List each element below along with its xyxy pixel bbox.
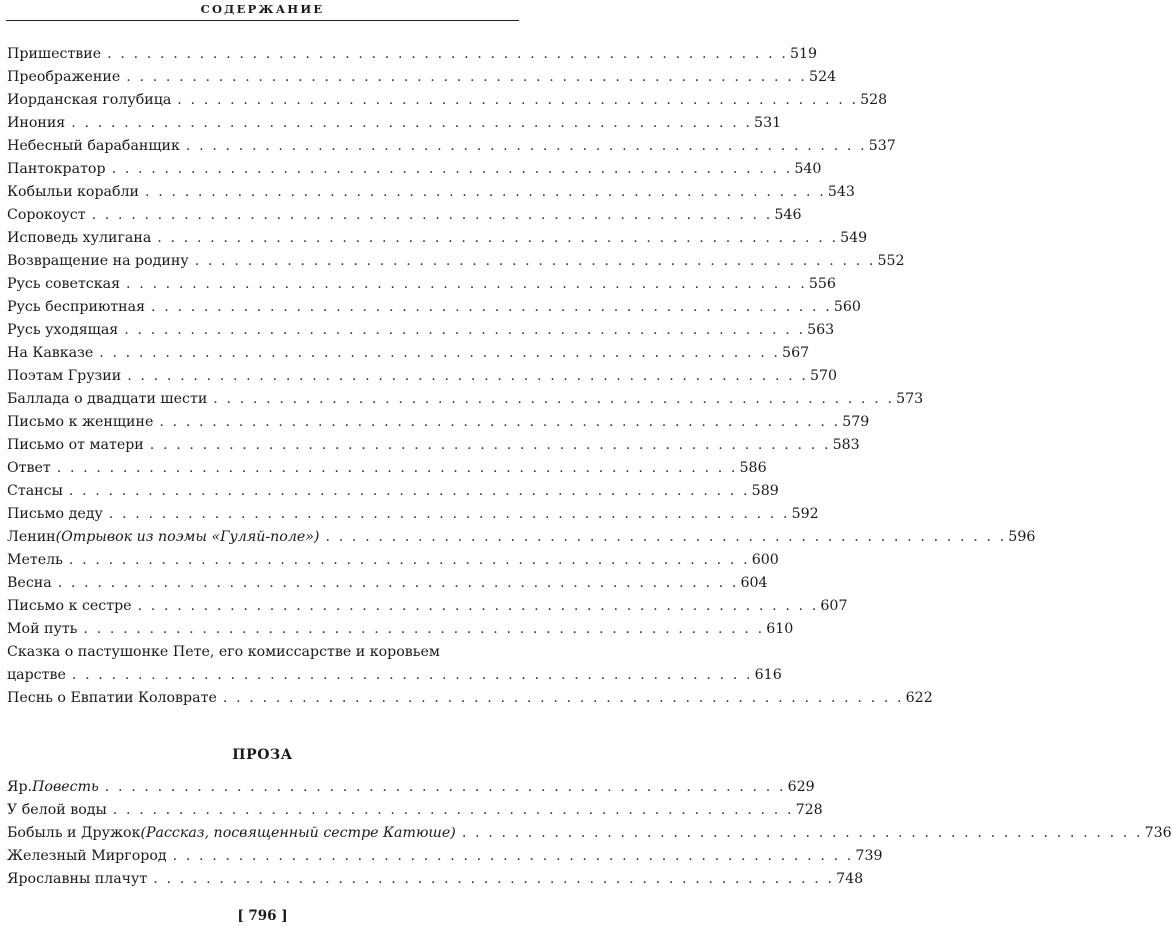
toc-entry-title: Сказка о пастушонке Пете, его комиссарстве и коровьем [7, 644, 440, 660]
toc-entry [7, 641, 782, 687]
toc-entry-page: 589 [751, 483, 779, 499]
toc-entry-title: Баллада о двадцати шести [7, 391, 208, 407]
toc-entry [7, 503, 819, 526]
toc-entry-title: Бобыль и Дружок [7, 825, 141, 841]
dot-leader: . . . . . . . . . . . . . . . . . . . . . . . . . . . . . . . . . . . . . . . . . . . . . . . . . . . . [126, 69, 808, 85]
dot-leader: . . . . . . . . . . . . . . . . . . . . . . . . . . . . . . . . . . . . . . . . . . . . . . . . . . . . [108, 506, 790, 522]
toc-entry-title: Русь советская [7, 276, 121, 292]
toc-entry-title: Письмо к женщине [7, 414, 154, 430]
dot-leader: . . . . . . . . . . . . . . . . . . . . . . . . . . . . . . . . . . . . . . . . . . . . . . . . . . . . [177, 92, 859, 108]
toc-entry-title: У белой воды [7, 802, 107, 818]
toc-entry-title: Преображение [7, 69, 121, 85]
dot-leader: . . . . . . . . . . . . . . . . . . . . . . . . . . . . . . . . . . . . . . . . . . . . . . . . . . . . [325, 529, 1007, 545]
toc-entry [7, 618, 794, 641]
dot-leader: . . . . . . . . . . . . . . . . . . . . . . . . . . . . . . . . . . . . . . . . . . . . . . . . . . . . [104, 779, 786, 795]
toc-entry [7, 89, 888, 112]
toc-entry-page: 739 [855, 848, 883, 864]
toc-entry [7, 822, 1172, 845]
toc-entry [7, 457, 767, 480]
toc-entry [7, 526, 1036, 549]
toc-entry-page: 531 [754, 115, 782, 131]
toc-entry [7, 342, 810, 365]
toc-entry-page: 610 [766, 621, 794, 637]
dot-leader: . . . . . . . . . . . . . . . . . . . . . . . . . . . . . . . . . . . . . . . . . . . . . . . . . . . . [126, 276, 807, 292]
toc-entry-page: 560 [833, 299, 861, 315]
toc-entry [7, 227, 868, 250]
dot-leader: . . . . . . . . . . . . . . . . . . . . . . . . . . . . . . . . . . . . . . . . . . . . . . . . . . . . [185, 138, 867, 154]
toc-entry-title: Русь уходящая [7, 322, 119, 338]
toc-entry [7, 868, 864, 891]
toc-entry-page: 537 [868, 138, 896, 154]
dot-leader: . . . . . . . . . . . . . . . . . . . . . . . . . . . . . . . . . . . . . . . . . . . . . . . . . . . . [149, 437, 831, 453]
toc-entry-title-continuation: царстве [7, 667, 66, 683]
toc-entry-title: На Кавказе [7, 345, 94, 361]
toc-entry-title: Стансы [7, 483, 63, 499]
toc-entry-continuation [7, 664, 782, 687]
toc-entry-title: Пантократор [7, 161, 106, 177]
toc-entry [7, 549, 779, 572]
toc-entry-page: 524 [809, 69, 837, 85]
toc-entry [7, 250, 905, 273]
toc-entry [7, 845, 883, 868]
toc-entry-page: 546 [774, 207, 802, 223]
toc-entry-page: 567 [782, 345, 810, 361]
toc-entry-title: Возвращение на родину [7, 253, 189, 269]
toc-entry [7, 296, 861, 319]
dot-leader: . . . . . . . . . . . . . . . . . . . . . . . . . . . . . . . . . . . . . . . . . . . . . . . . . . . . [111, 161, 793, 177]
toc-entry [7, 181, 855, 204]
toc-entry-title: Исповедь хулигана [7, 230, 152, 246]
toc-entry-title: Русь бесприютная [7, 299, 146, 315]
toc-entry-title: Кобыльи корабли [7, 184, 140, 200]
toc-entry-title: Яр. [7, 779, 33, 795]
toc-entry-title: Ленин [7, 529, 56, 545]
toc-entry [7, 776, 815, 799]
toc-entry-title: Пришествие [7, 46, 102, 62]
dot-leader: . . . . . . . . . . . . . . . . . . . . . . . . . . . . . . . . . . . . . . . . . . . . . . . . . . . . [194, 253, 876, 269]
toc-entry [7, 799, 823, 822]
dot-leader: . . . . . . . . . . . . . . . . . . . . . . . . . . . . . . . . . . . . . . . . . . . . . . . . . . . . [91, 207, 773, 223]
toc-entry [7, 388, 924, 411]
dot-leader: . . . . . . . . . . . . . . . . . . . . . . . . . . . . . . . . . . . . . . . . . . . . . . . . . . . . [99, 345, 781, 361]
toc-entry [7, 572, 768, 595]
toc-entry-page: 540 [794, 161, 822, 177]
dot-leader: . . . . . . . . . . . . . . . . . . . . . . . . . . . . . . . . . . . . . . . . . . . . . . . . . . . . [127, 368, 808, 384]
toc-entry-subtitle: (Рассказ, посвященный сестре Катюше) [140, 825, 456, 841]
running-header: СОДЕРЖАНИЕ [200, 2, 325, 16]
toc-prose-list [7, 776, 1172, 891]
toc-entry-page: 622 [905, 690, 933, 706]
dot-leader: . . . . . . . . . . . . . . . . . . . . . . . . . . . . . . . . . . . . . . . . . . . . . . . . . . . . [145, 184, 826, 200]
toc-entry-title: Поэтам Грузии [7, 368, 122, 384]
toc-entry-title: Железный Миргород [7, 848, 167, 864]
dot-leader: . . . . . . . . . . . . . . . . . . . . . . . . . . . . . . . . . . . . . . . . . . . . . . . . . . . . [57, 575, 739, 591]
toc-entry-page: 728 [795, 802, 823, 818]
toc-entry-subtitle: Повесть [32, 779, 99, 795]
toc-entry-page: 543 [827, 184, 855, 200]
dot-leader: . . . . . . . . . . . . . . . . . . . . . . . . . . . . . . . . . . . . . . . . . . . . . . . . . . . . [153, 871, 835, 887]
toc-entry-page: 563 [807, 322, 835, 338]
toc-entry-page: 552 [877, 253, 905, 269]
toc-entry-page: 519 [789, 46, 818, 62]
toc-entry-subtitle: (Отрывок из поэмы «Гуляй-поле») [55, 529, 320, 545]
toc-entry-page: 600 [751, 552, 779, 568]
toc-entry-page: 592 [791, 506, 819, 522]
toc-entry [7, 112, 782, 135]
toc-entry-page: 748 [836, 871, 864, 887]
toc-entry [7, 595, 848, 618]
dot-leader: . . . . . . . . . . . . . . . . . . . . . . . . . . . . . . . . . . . . . . . . . . . . . . . . . . . . [222, 690, 904, 706]
toc-entry-title: Метель [7, 552, 63, 568]
page-number: [ 796 ] [237, 908, 288, 924]
toc-entry-page: 570 [810, 368, 838, 384]
toc-entry-title: Мой путь [7, 621, 78, 637]
toc-entry [7, 204, 802, 227]
toc-entry-page: 549 [840, 230, 868, 246]
toc-entry-title: Песнь о Евпатии Коловрате [7, 690, 217, 706]
toc-entry-title: Небесный барабанщик [7, 138, 180, 154]
toc-entry-title: Ярославны плачут [7, 871, 148, 887]
dot-leader: . . . . . . . . . . . . . . . . . . . . . . . . . . . . . . . . . . . . . . . . . . . . . . . . . . . . [112, 802, 794, 818]
toc-entry-title: Весна [7, 575, 52, 591]
dot-leader: . . . . . . . . . . . . . . . . . . . . . . . . . . . . . . . . . . . . . . . . . . . . . . . . . . . . [56, 460, 738, 476]
toc-entry-page: 528 [860, 92, 888, 108]
dot-leader: . . . . . . . . . . . . . . . . . . . . . . . . . . . . . . . . . . . . . . . . . . . . . . . . . . . . [107, 46, 788, 62]
toc-entry-page: 604 [740, 575, 768, 591]
toc-entry-title: Письмо к сестре [7, 598, 132, 614]
dot-leader: . . . . . . . . . . . . . . . . . . . . . . . . . . . . . . . . . . . . . . . . . . . . . . . . . . . . [151, 299, 832, 315]
dot-leader: . . . . . . . . . . . . . . . . . . . . . . . . . . . . . . . . . . . . . . . . . . . . . . . . . . . . [124, 322, 806, 338]
dot-leader: . . . . . . . . . . . . . . . . . . . . . . . . . . . . . . . . . . . . . . . . . . . . . . . . . . . . [461, 825, 1143, 841]
toc-entry-page: 583 [832, 437, 860, 453]
toc-entry [7, 158, 822, 181]
dot-leader: . . . . . . . . . . . . . . . . . . . . . . . . . . . . . . . . . . . . . . . . . . . . . . . . . . . . [213, 391, 895, 407]
dot-leader: . . . . . . . . . . . . . . . . . . . . . . . . . . . . . . . . . . . . . . . . . . . . . . . . . . . . [137, 598, 819, 614]
dot-leader: . . . . . . . . . . . . . . . . . . . . . . . . . . . . . . . . . . . . . . . . . . . . . . . . . . . . [71, 115, 753, 131]
toc-entry-page: 736 [1144, 825, 1172, 841]
toc-entry [7, 273, 836, 296]
toc-entry-title: Письмо от матери [7, 437, 144, 453]
toc-entry [7, 365, 838, 388]
dot-leader: . . . . . . . . . . . . . . . . . . . . . . . . . . . . . . . . . . . . . . . . . . . . . . . . . . . . [157, 230, 839, 246]
section-heading-prose: ПРОЗА [232, 747, 293, 763]
dot-leader: . . . . . . . . . . . . . . . . . . . . . . . . . . . . . . . . . . . . . . . . . . . . . . . . . . . . [71, 667, 753, 683]
toc-entry [7, 687, 933, 710]
toc-entry [7, 135, 896, 158]
toc-entry-page: 596 [1008, 529, 1036, 545]
dot-leader: . . . . . . . . . . . . . . . . . . . . . . . . . . . . . . . . . . . . . . . . . . . . . . . . . . . . [159, 414, 841, 430]
header-rule [6, 20, 519, 21]
toc-entry-title: Письмо деду [7, 506, 103, 522]
dot-leader: . . . . . . . . . . . . . . . . . . . . . . . . . . . . . . . . . . . . . . . . . . . . . . . . . . . . [68, 483, 750, 499]
toc-entry [7, 434, 860, 457]
toc-entry-page: 556 [808, 276, 836, 292]
toc-entry [7, 66, 837, 89]
toc-entry [7, 319, 835, 342]
toc-entry-title: Иорданская голубица [7, 92, 172, 108]
toc-poetry-list [7, 43, 1036, 710]
toc-entry [7, 411, 870, 434]
dot-leader: . . . . . . . . . . . . . . . . . . . . . . . . . . . . . . . . . . . . . . . . . . . . . . . . . . . . [68, 552, 750, 568]
toc-entry-page: 629 [787, 779, 815, 795]
toc-entry-page: 616 [754, 667, 782, 683]
toc-entry [7, 43, 818, 66]
dot-leader: . . . . . . . . . . . . . . . . . . . . . . . . . . . . . . . . . . . . . . . . . . . . . . . . . . . . [83, 621, 765, 637]
toc-entry-title: Ответ [7, 460, 51, 476]
toc-entry-page: 579 [842, 414, 870, 430]
toc-entry-title: Инония [7, 115, 66, 131]
toc-entry-page: 573 [896, 391, 924, 407]
dot-leader: . . . . . . . . . . . . . . . . . . . . . . . . . . . . . . . . . . . . . . . . . . . . . . . . . . . . [172, 848, 854, 864]
toc-entry-page: 607 [820, 598, 848, 614]
toc-entry-title: Сорокоуст [7, 207, 86, 223]
toc-entry [7, 480, 779, 503]
toc-entry-page: 586 [739, 460, 767, 476]
